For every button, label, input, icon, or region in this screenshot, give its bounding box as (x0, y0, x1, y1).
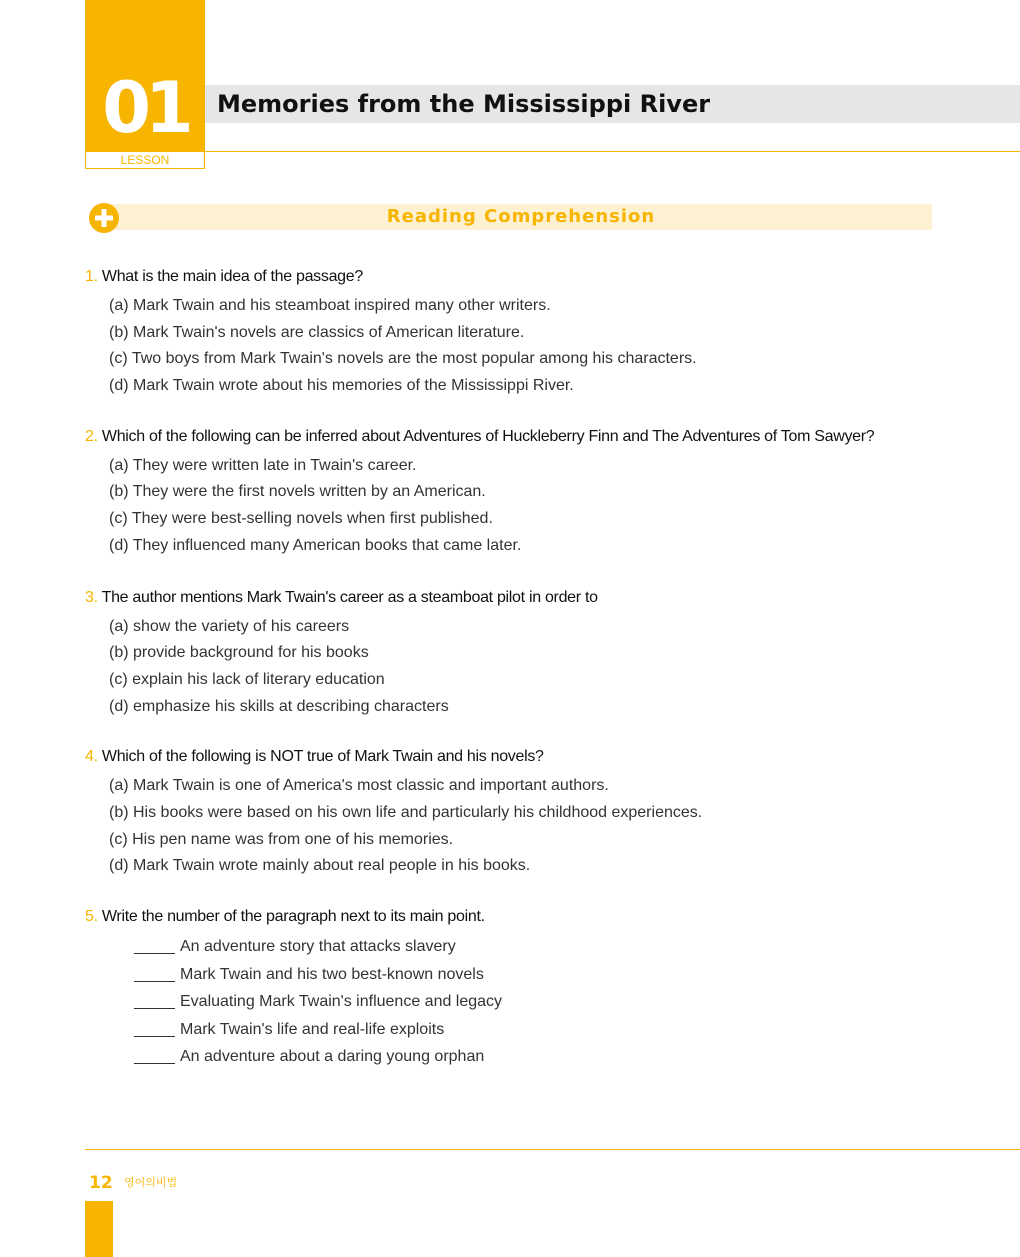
question-text: Write the number of the paragraph next to its main point. (101, 908, 485, 925)
answer-blank[interactable] (134, 952, 175, 954)
question-text: Which of the following is NOT true of Mark Twain and his novels? (101, 748, 544, 766)
matching-item-text: An adventure story that attacks slavery (180, 938, 456, 955)
question-text: What is the main idea of the passage? (101, 268, 363, 285)
question-number: 3. (85, 588, 98, 606)
page-number: 12 (89, 1173, 113, 1193)
footer-tab (85, 1201, 113, 1257)
matching-item-text: Evaluating Mark Twain's influence and legacy (180, 993, 503, 1010)
answer-option[interactable]: (a) Mark Twain is one of America's most classic and important authors. (109, 777, 609, 795)
matching-item (134, 1043, 1015, 1071)
matching-item (134, 933, 1015, 961)
answer-option[interactable]: (d) emphasize his skills at describing characters (109, 697, 449, 715)
title-divider (205, 151, 1020, 152)
question-3 (85, 587, 1015, 721)
question-prompt (85, 426, 1015, 448)
answer-option[interactable]: (d) Mark Twain wrote about his memories of the Mississippi River. (109, 377, 574, 395)
answer-option[interactable]: (c) Two boys from Mark Twain's novels are the most popular among his characters. (109, 350, 697, 368)
question-number: 2. (85, 427, 98, 445)
answer-blank[interactable] (134, 1007, 175, 1009)
matching-item-text: An adventure about a daring young orphan (180, 1048, 485, 1065)
answer-option[interactable]: (d) Mark Twain wrote mainly about real people in his books. (109, 857, 531, 875)
lesson-number: 01 (102, 67, 188, 149)
answer-option[interactable]: (c) explain his lack of literary education (109, 670, 385, 688)
answer-option[interactable]: (d) They influenced many American books that came later. (109, 536, 522, 554)
answer-option[interactable]: (b) Mark Twain's novels are classics of American literature. (109, 323, 525, 341)
answer-blank[interactable] (134, 980, 175, 982)
question-text: The author mentions Mark Twain's career as a steamboat pilot in order to (101, 588, 598, 606)
page-title: Memories from the Mississippi River (217, 90, 711, 118)
question-number: 4. (85, 748, 98, 766)
answer-option[interactable]: (b) They were the first novels written by an American. (109, 483, 486, 501)
matching-item-text: Mark Twain's life and real-life exploits (180, 1020, 445, 1038)
question-2 (85, 426, 1015, 560)
answer-blank[interactable] (134, 1062, 175, 1064)
question-number: 5. (85, 908, 98, 925)
matching-item (134, 1016, 1015, 1044)
matching-item (134, 988, 1015, 1016)
question-list (85, 266, 1015, 1097)
question-prompt (85, 266, 1015, 288)
answer-option[interactable]: (c) His pen name was from one of his memories. (109, 830, 454, 848)
answer-option[interactable]: (b) His books were based on his own life and particularly his childhood experiences. (109, 803, 703, 821)
question-text: Which of the following can be inferred about Adventures of Huckleberry Finn and The Adventures of Tom Sawyer? (101, 427, 875, 445)
footer-divider (85, 1149, 1020, 1150)
answer-blank[interactable] (134, 1035, 175, 1037)
answer-option[interactable]: (b) provide background for his books (109, 644, 369, 662)
answer-option[interactable]: (a) Mark Twain and his steamboat inspired many other writers. (109, 297, 551, 314)
answer-option[interactable]: (c) They were best-selling novels when first published. (109, 510, 493, 528)
question-prompt (85, 746, 1015, 768)
answer-option[interactable]: (a) show the variety of his careers (109, 617, 350, 635)
matching-item-text: Mark Twain and his two best-known novels (180, 965, 484, 983)
matching-item (134, 961, 1015, 989)
question-5 (85, 906, 1015, 1071)
section-title: Reading Comprehension (386, 206, 656, 227)
lesson-label: LESSON (85, 152, 205, 169)
answer-option[interactable]: (a) They were written late in Twain's career. (109, 456, 417, 474)
question-prompt (85, 587, 1015, 609)
question-number: 1. (85, 268, 98, 285)
book-name: 영어의비법 (124, 1176, 178, 1189)
question-1 (85, 266, 1015, 400)
question-prompt (85, 906, 1015, 928)
question-4 (85, 746, 1015, 880)
